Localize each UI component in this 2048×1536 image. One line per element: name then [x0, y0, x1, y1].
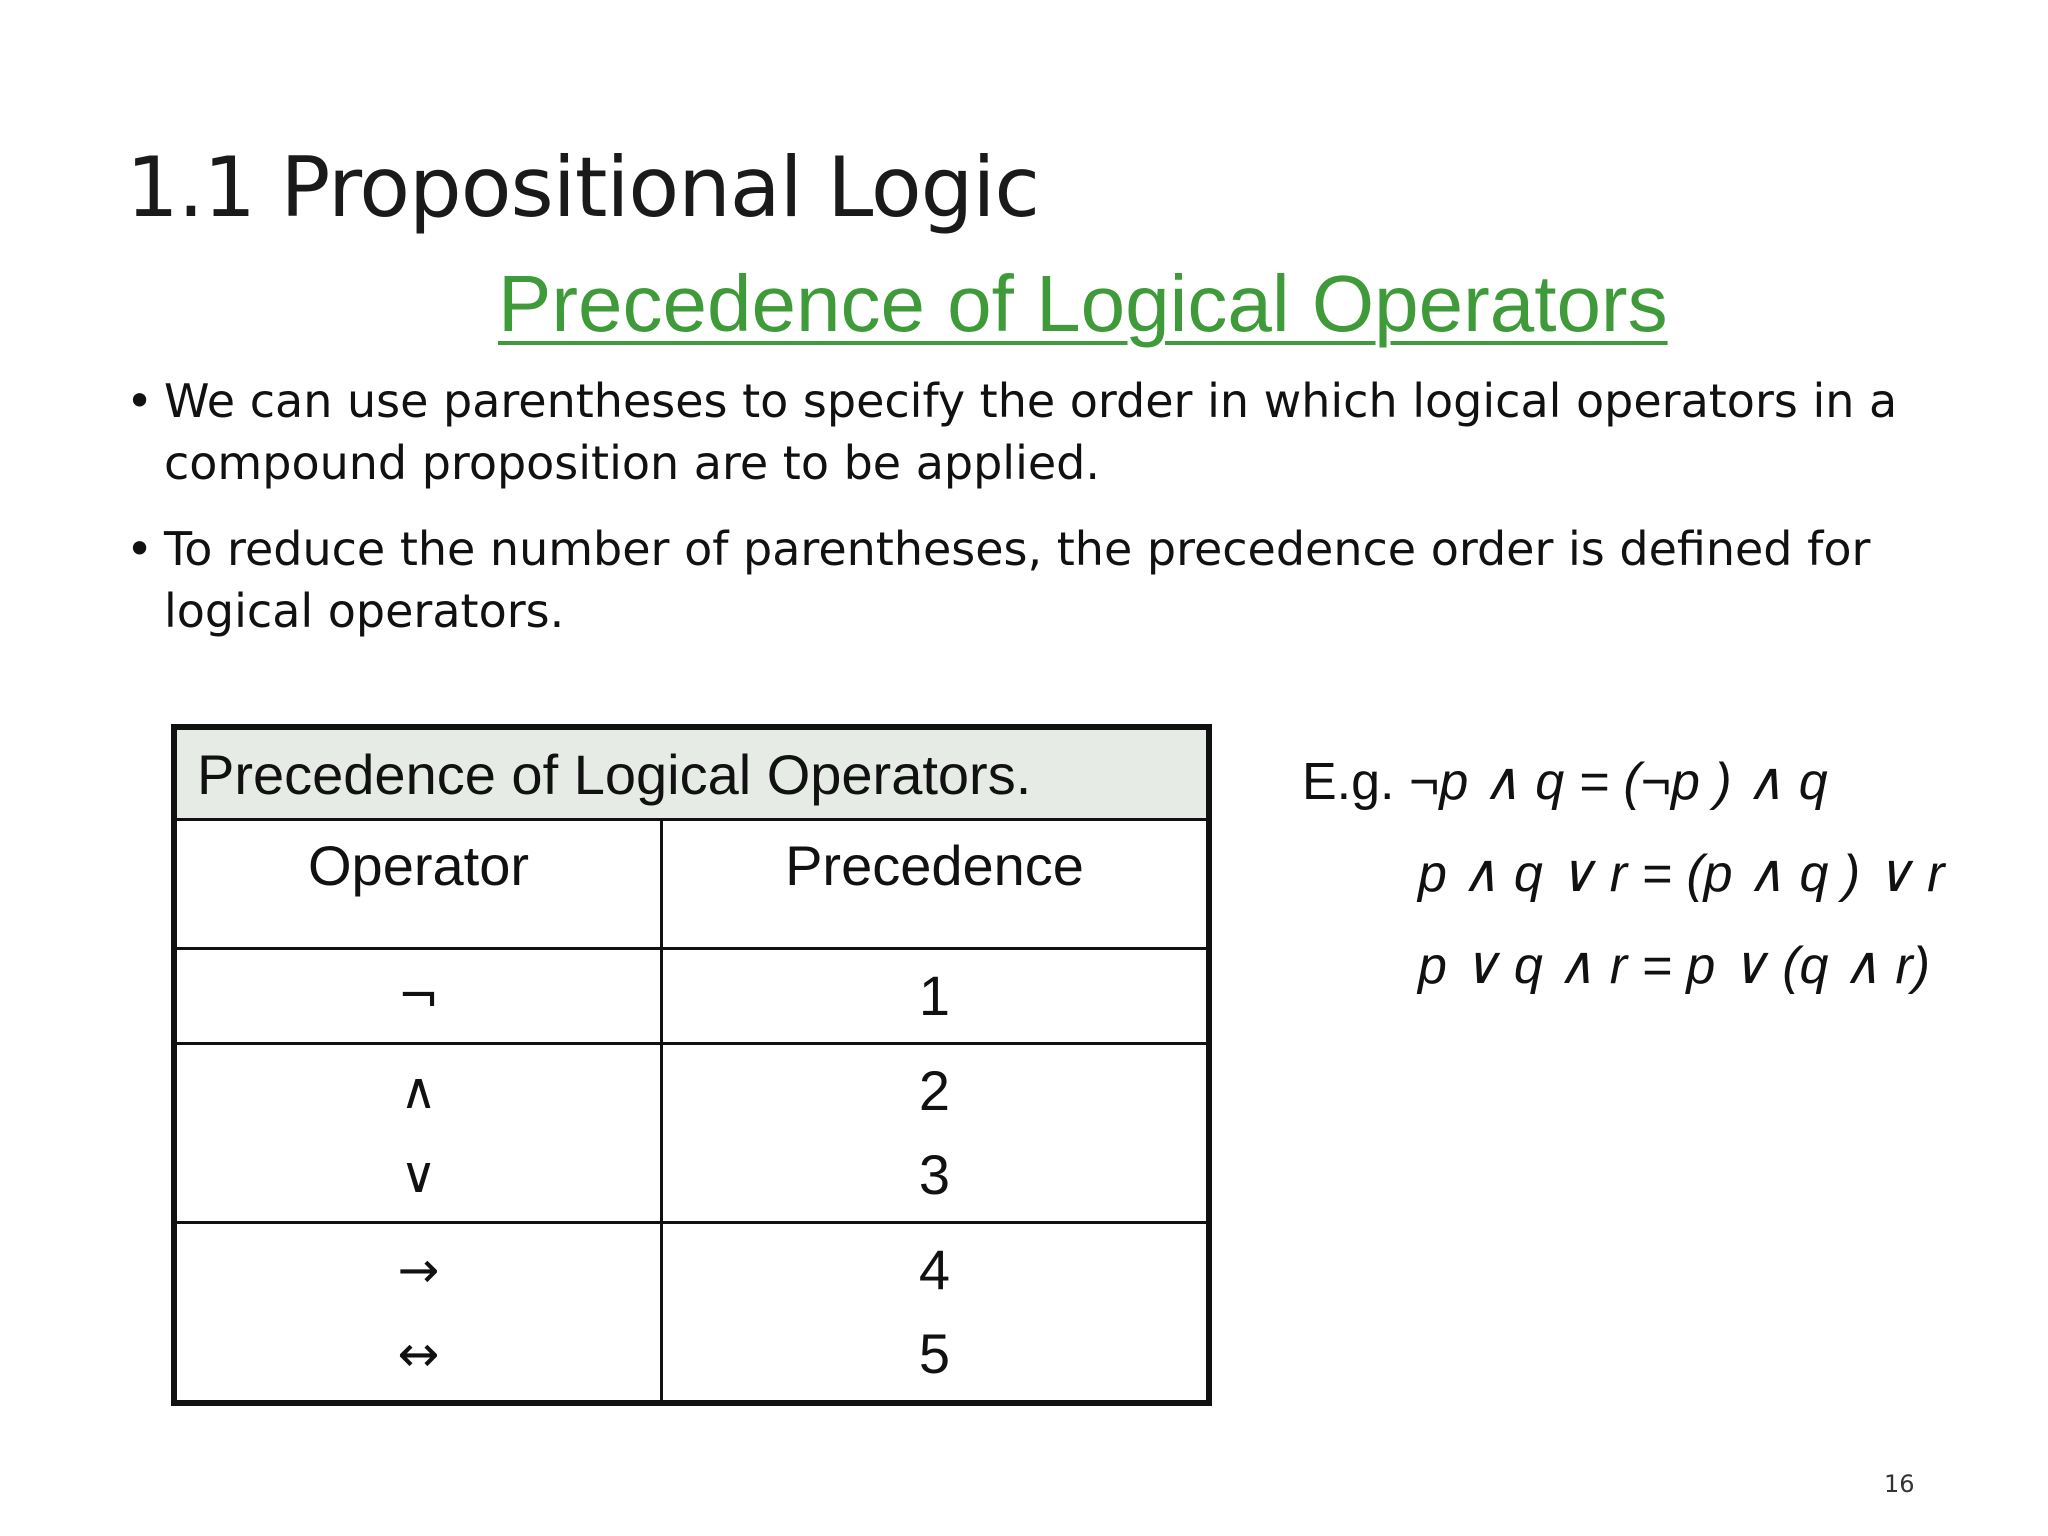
- table-row: [174, 1223, 1209, 1404]
- header-precedence: Precedence: [662, 820, 1210, 949]
- operator-symbol: ∨: [400, 1146, 437, 1204]
- precedence-value: 5: [918, 1322, 951, 1385]
- bullet-marker: •: [126, 374, 154, 428]
- example-expression: p ∧ q ∨ r = (p ∧ q ) ∨ r: [1418, 845, 1945, 903]
- operator-symbol: ∧: [400, 1062, 437, 1120]
- precedence-cell: [662, 1223, 1210, 1404]
- precedence-value: 1: [918, 964, 951, 1027]
- precedence-value: 2: [918, 1059, 951, 1122]
- bullet-item: [126, 370, 1926, 494]
- table-caption: Precedence of Logical Operators.: [174, 727, 1209, 820]
- bullet-text: We can use parentheses to specify the order in which logical operators in a compound proposition are to be applied.: [164, 374, 1898, 490]
- precedence-table: [171, 724, 1212, 1406]
- operator-cell: [174, 1223, 662, 1404]
- table-row: [174, 1044, 1209, 1223]
- slide-subtitle: Precedence of Logical Operators: [498, 259, 1668, 348]
- page-number: 16: [1884, 1470, 1915, 1498]
- example-line: [1418, 844, 1944, 904]
- bullet-item: [126, 518, 1926, 642]
- bullet-marker: •: [126, 522, 154, 576]
- example-expression: ¬p ∧ q = (¬p ) ∧ q: [1408, 753, 1828, 811]
- operator-cell: [174, 1044, 662, 1223]
- example-expression: p ∨ q ∧ r = p ∨ (q ∧ r): [1418, 937, 1931, 995]
- precedence-value: 4: [918, 1238, 951, 1301]
- table-row: [174, 949, 1209, 1044]
- example-prefix: E.g.: [1302, 753, 1395, 811]
- operator-symbol: ¬: [397, 967, 440, 1025]
- example-line: [1418, 936, 1930, 996]
- bullet-list: [126, 370, 1926, 666]
- precedence-cell: [662, 949, 1210, 1044]
- example-line: [1302, 752, 1828, 812]
- precedence-value: 3: [918, 1143, 951, 1206]
- header-operator: Operator: [174, 820, 662, 949]
- operator-symbol: →: [397, 1241, 440, 1299]
- bullet-text: To reduce the number of parentheses, the precedence order is defined for logical operators.: [164, 522, 1871, 638]
- operator-cell: [174, 949, 662, 1044]
- operator-symbol: ↔: [397, 1325, 440, 1383]
- precedence-cell: [662, 1044, 1210, 1223]
- slide-title: 1.1 Propositional Logic: [126, 139, 1040, 236]
